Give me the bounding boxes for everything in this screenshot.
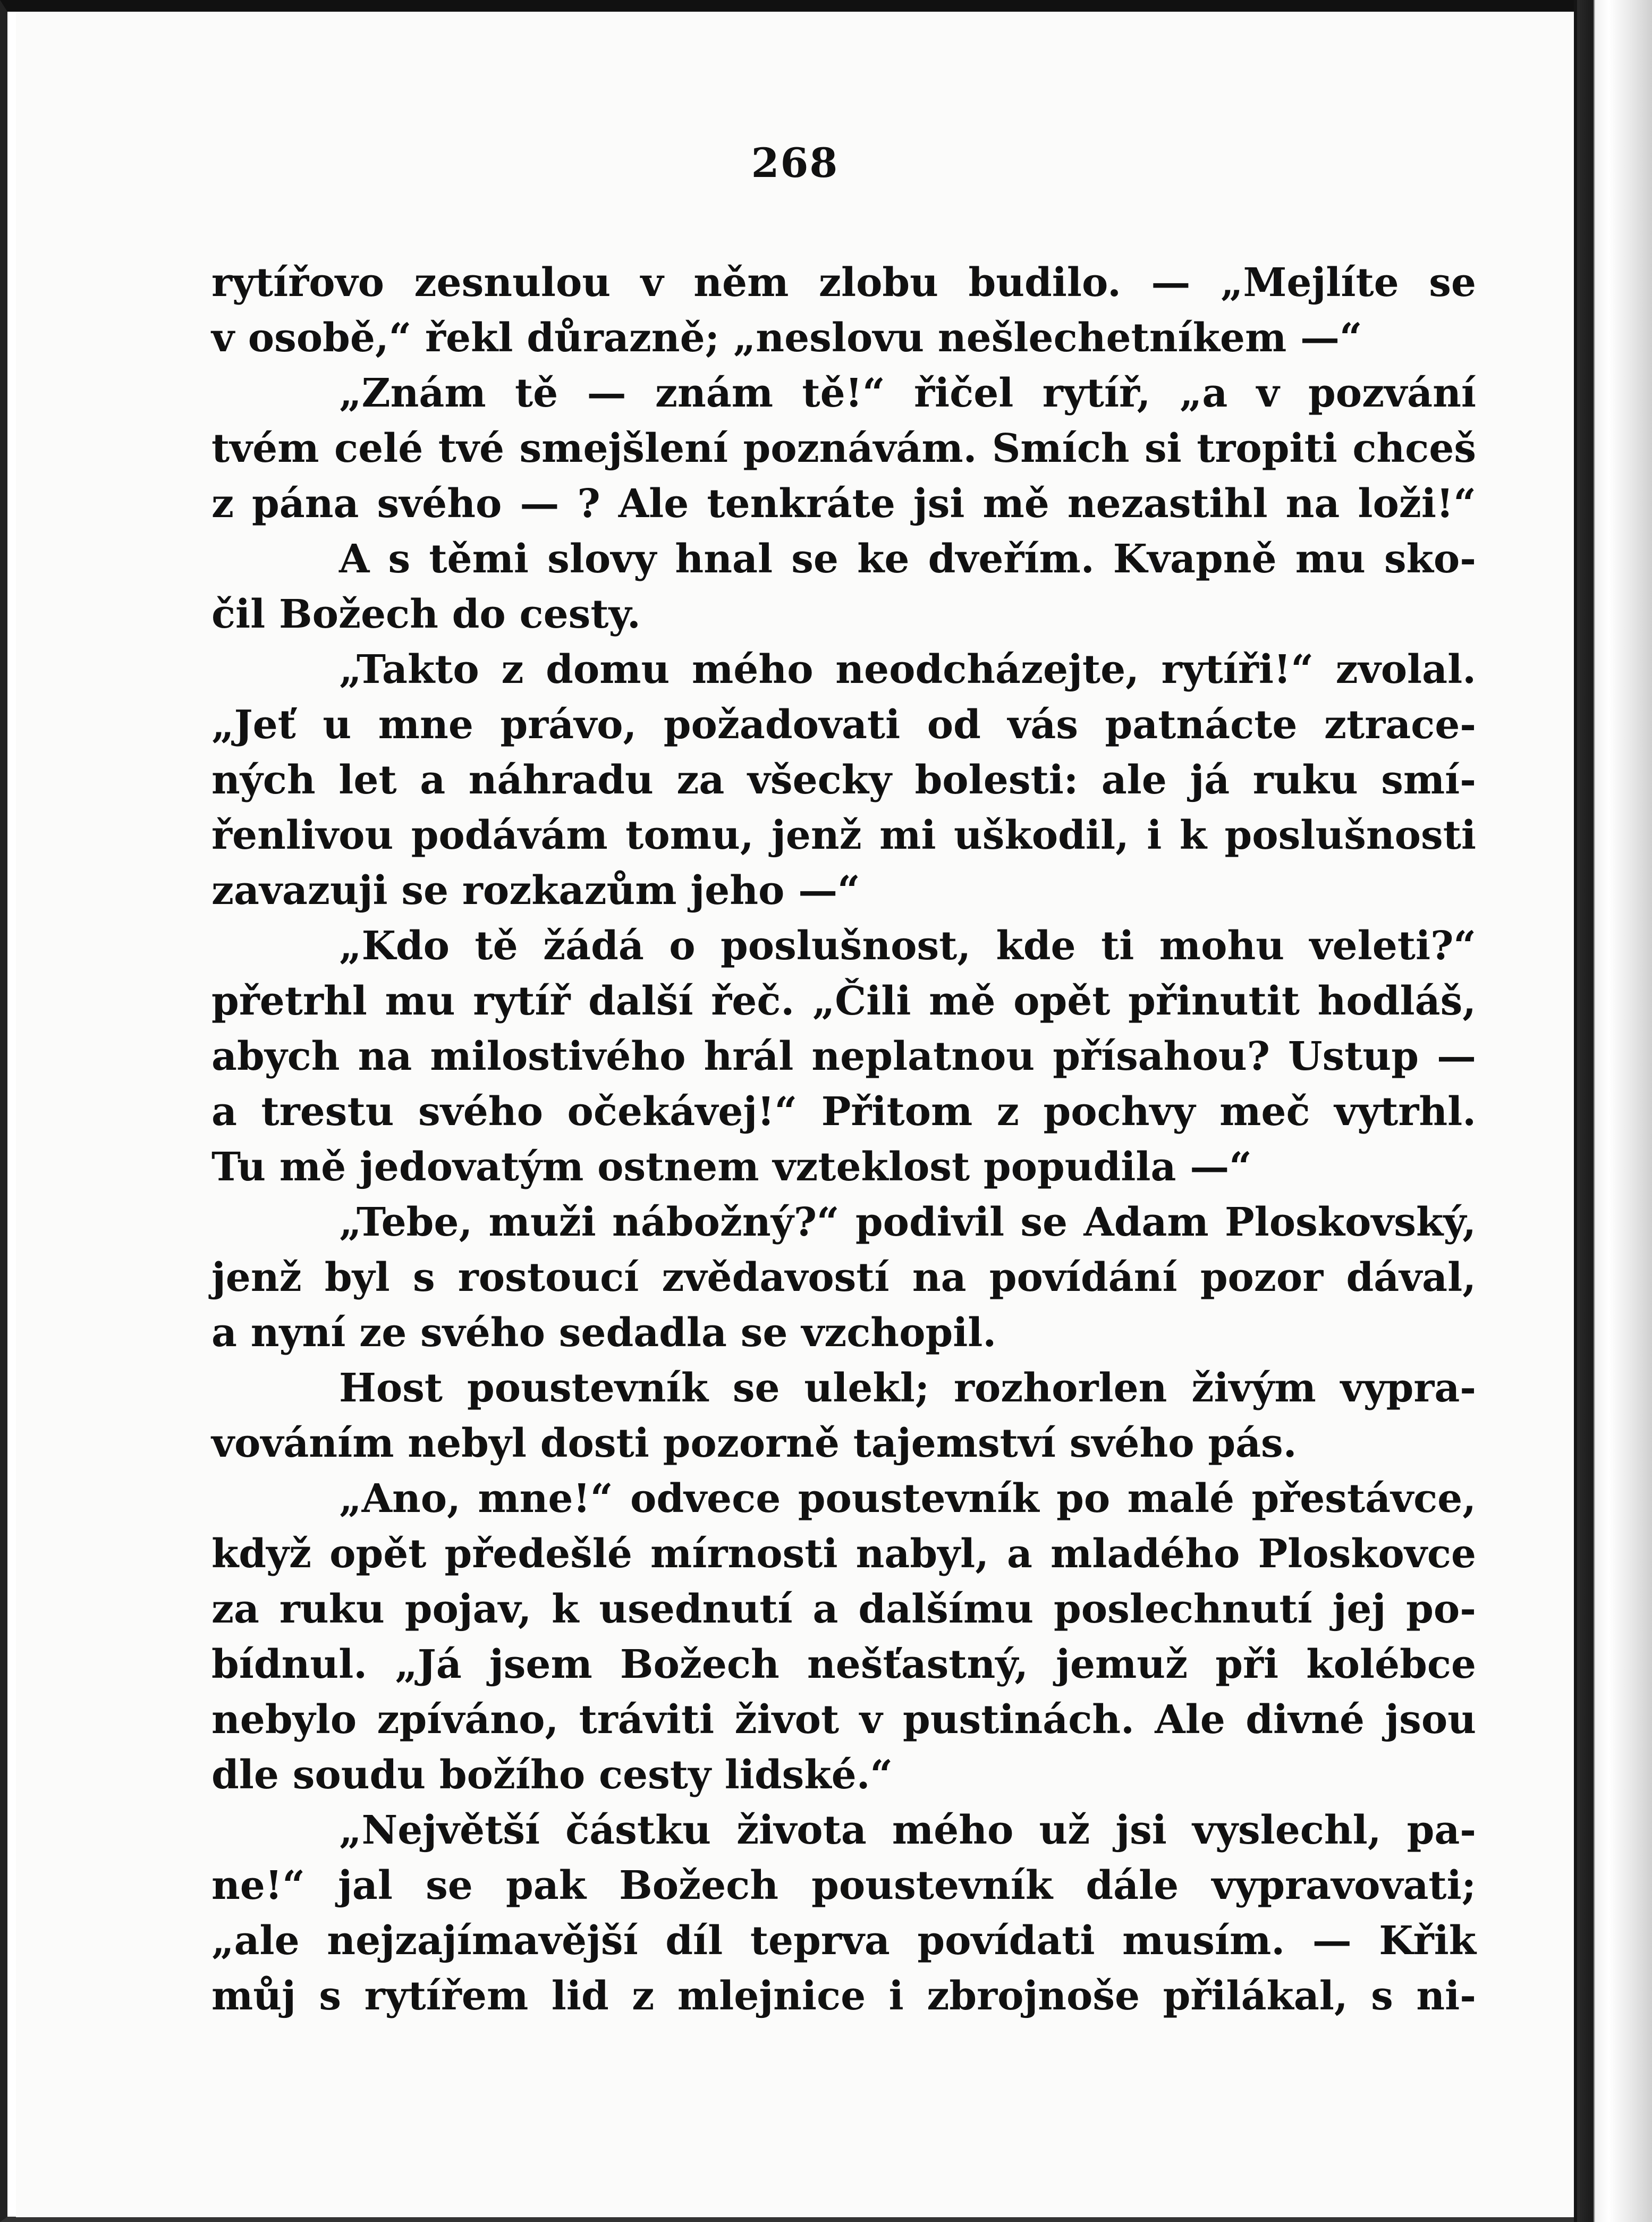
- text-line: z pána svého — ? Ale tenkráte jsi mě nezastihl na loži!“: [211, 481, 1476, 527]
- text-line: bídnul. „Já jsem Božech nešťastný, jemuž při kolébce: [211, 1642, 1476, 1687]
- text-line: „Jeť u mne právo, požadovati od vás patnácte ztrace-: [211, 702, 1476, 748]
- text-line: „Znám tě — znám tě!“ řičel rytíř, „a v pozvání: [339, 370, 1476, 416]
- text-line: jenž byl s rostoucí zvědavostí na povídání pozor dával,: [211, 1255, 1476, 1300]
- text-line: A s těmi slovy hnal se ke dveřím. Kvapně mu sko-: [339, 536, 1476, 582]
- text-line: tvém celé tvé smejšlení poznávám. Smích si tropiti chceš: [211, 426, 1476, 471]
- text-line: dle soudu božího cesty lidské.“: [211, 1752, 893, 1798]
- text-line: „Takto z domu mého neodcházejte, rytíři!“ zvolal.: [339, 647, 1476, 692]
- text-line: „Ano, mne!“ odvece poustevník po malé přestávce,: [339, 1476, 1476, 1522]
- page-body-text: [211, 255, 1476, 2024]
- text-line: přetrhl mu rytíř další řeč. „Čili mě opět přinutit hodláš,: [211, 978, 1476, 1024]
- text-line: Host poustevník se ulekl; rozhorlen živým vypra-: [339, 1365, 1476, 1411]
- text-line: můj s rytířem lid z mlejnice i zbrojnoše přilákal, s ni-: [211, 1973, 1476, 2019]
- text-line: když opět předešlé mírnosti nabyl, a mladého Ploskovce: [211, 1531, 1476, 1577]
- page-number: 268: [751, 139, 839, 187]
- text-line: v osobě,“ řekl důrazně; „neslovu nešlechetníkem —“: [211, 315, 1362, 361]
- text-line: rytířovo zesnulou v něm zlobu budilo. — „Mejlíte se: [211, 260, 1476, 306]
- text-line: a trestu svého očekávej!“ Přitom z pochvy meč vytrhl.: [211, 1089, 1476, 1135]
- text-line: nebylo zpíváno, tráviti život v pustinách. Ale divné jsou: [211, 1697, 1476, 1743]
- text-line: zavazuji se rozkazům jeho —“: [211, 868, 860, 914]
- text-line: za ruku pojav, k usednutí a dalšímu poslechnutí jej po-: [211, 1586, 1476, 1632]
- text-line: čil Božech do cesty.: [211, 592, 641, 637]
- text-line: ných let a náhradu za všecky bolesti: ale já ruku smí-: [211, 757, 1476, 803]
- text-line: „Kdo tě žádá o poslušnost, kde ti mohu veleti?“: [339, 923, 1476, 969]
- text-line: a nyní ze svého sedadla se vzchopil.: [211, 1310, 997, 1356]
- text-line: řenlivou podávám tomu, jenž mi uškodil, i k poslušnosti: [211, 813, 1476, 858]
- book-edge: [1577, 0, 1652, 2222]
- text-line: „ale nejzajímavější díl teprva povídati musím. — Křik: [211, 1918, 1476, 1964]
- text-line: ne!“ jal se pak Božech poustevník dále vypravovati;: [211, 1863, 1476, 1908]
- text-line: vováním nebyl dosti pozorně tajemství svého pás.: [211, 1421, 1297, 1466]
- text-line: Tu mě jedovatým ostnem vzteklost popudila —“: [211, 1144, 1252, 1190]
- text-line: „Největší částku života mého už jsi vyslechl, pa-: [339, 1807, 1476, 1853]
- text-line: abych na milostivého hrál neplatnou přísahou? Ustup —: [211, 1034, 1476, 1079]
- text-line: „Tebe, muži nábožný?“ podivil se Adam Ploskovský,: [339, 1199, 1476, 1245]
- book-page: [16, 12, 1574, 2217]
